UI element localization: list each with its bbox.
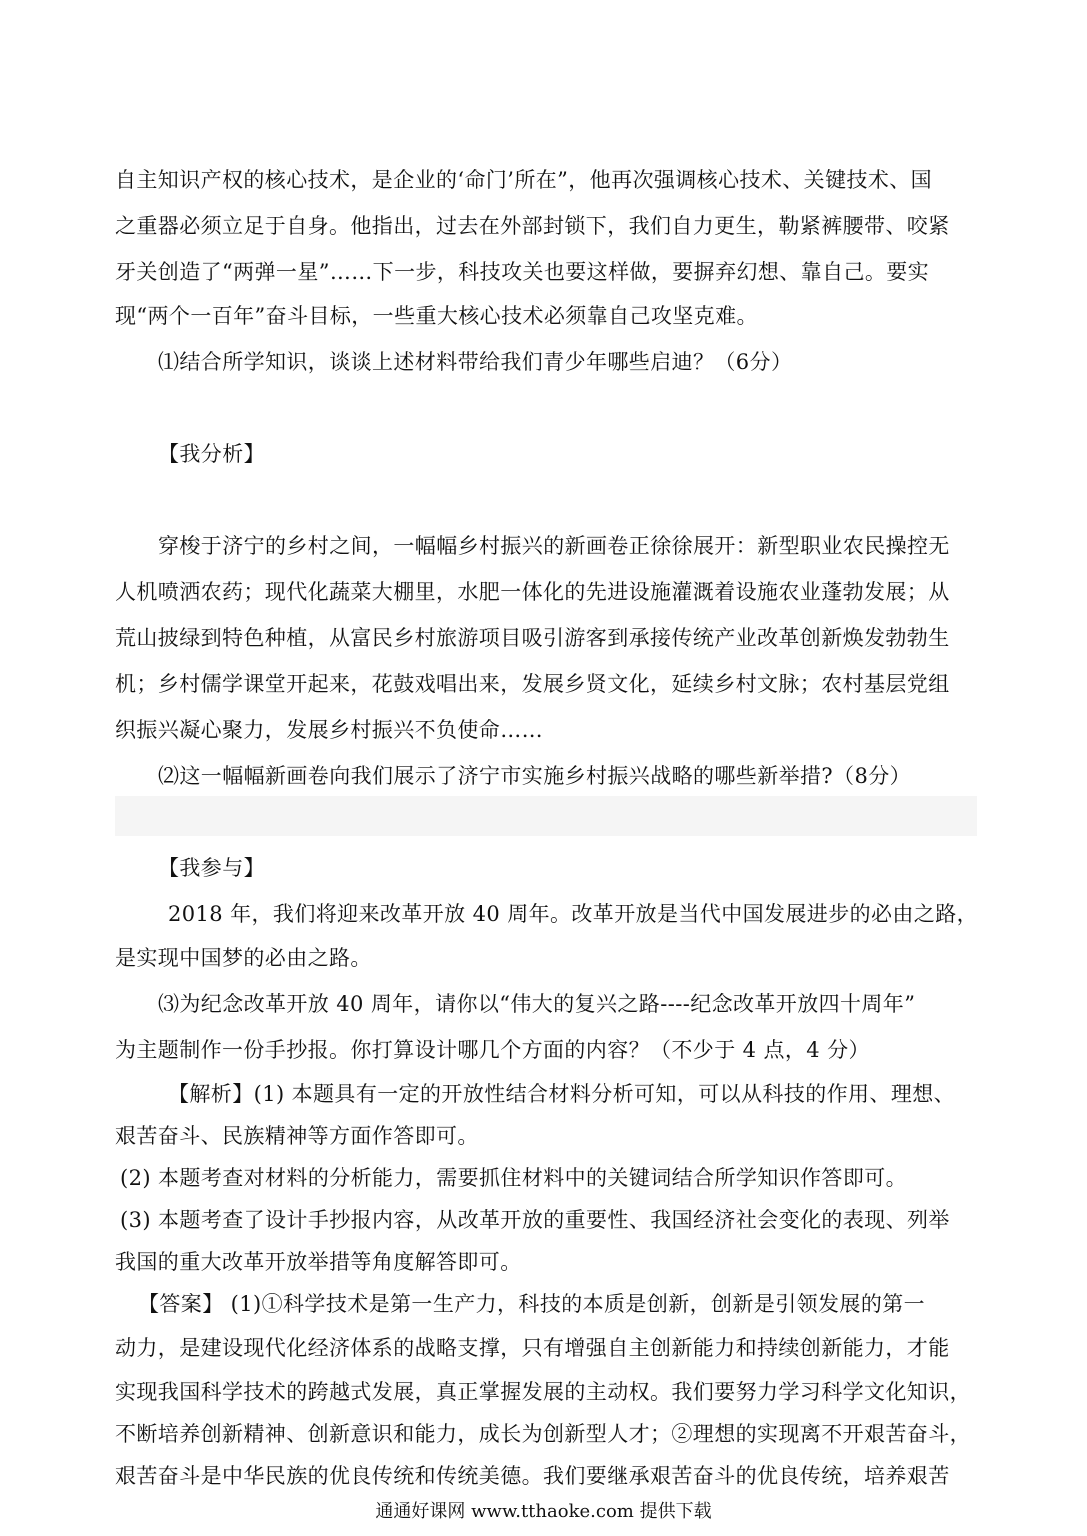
analysis-line: (2) 本题考查对材料的分析能力，需要抓住材料中的关键词结合所学知识作答即可。 bbox=[120, 1166, 908, 1190]
analysis-line: 艰苦奋斗、民族精神等方面作答即可。 bbox=[115, 1124, 479, 1148]
question-1: ⑴结合所学知识，谈谈上述材料带给我们青少年哪些启迪？（6分） bbox=[158, 350, 793, 374]
question-3: ⑶为纪念改革开放 40 周年，请你以“伟大的复兴之路----纪念改革开放四十周年” bbox=[158, 992, 916, 1016]
section-heading-analysis: 【我分析】 bbox=[158, 442, 265, 466]
paragraph-line: 现“两个一百年”奋斗目标，一些重大核心技术必须靠自己攻坚克难。 bbox=[115, 304, 758, 328]
paragraph-line: 人机喷洒农药；现代化蔬菜大棚里，水肥一体化的先进设施灌溉着设施农业蓬勃发展；从 bbox=[115, 580, 950, 604]
answer-line: 动力，是建设现代化经济体系的战略支撑，只有增强自主创新能力和持续创新能力，才能 bbox=[115, 1336, 950, 1360]
analysis-line: 【解析】(1) 本题具有一定的开放性结合材料分析可知，可以从科技的作用、理想、 bbox=[168, 1082, 956, 1106]
blank-answer-area bbox=[115, 796, 977, 836]
answer-line: 【答案】 (1)①科学技术是第一生产力，科技的本质是创新，创新是引领发展的第一 bbox=[138, 1292, 926, 1316]
paragraph-line: 机；乡村儒学课堂开起来，花鼓戏唱出来，发展乡贤文化，延续乡村文脉；农村基层党组 bbox=[115, 672, 950, 696]
answer-line: 艰苦奋斗是中华民族的优良传统和传统美德。我们要继承艰苦奋斗的优良传统，培养艰苦 bbox=[115, 1464, 950, 1488]
paragraph-line: 2018 年，我们将迎来改革开放 40 周年。改革开放是当代中国发展进步的必由之路， bbox=[168, 902, 978, 926]
paragraph-line: 牙关创造了“两弹一星”……下一步，科技攻关也要这样做，要摒弃幻想、靠自己。要实 bbox=[115, 260, 930, 284]
paragraph-line: 之重器必须立足于自身。他指出，过去在外部封锁下，我们自力更生，勒紧裤腰带、咬紧 bbox=[115, 214, 950, 238]
paragraph-line: 是实现中国梦的必由之路。 bbox=[115, 946, 372, 970]
answer-line: 实现我国科学技术的跨越式发展，真正掌握发展的主动权。我们要努力学习科学文化知识， bbox=[115, 1380, 971, 1404]
paragraph-line: 自主知识产权的核心技术，是企业的‘命门’所在”，他再次强调核心技术、关键技术、国 bbox=[115, 168, 933, 192]
question-2: ⑵这一幅幅新画卷向我们展示了济宁市实施乡村振兴战略的哪些新举措?（8分） bbox=[158, 764, 912, 788]
section-heading-participate: 【我参与】 bbox=[158, 856, 265, 880]
paragraph-line: 穿梭于济宁的乡村之间，一幅幅乡村振兴的新画卷正徐徐展开：新型职业农民操控无 bbox=[158, 534, 950, 558]
analysis-line: 我国的重大改革开放举措等角度解答即可。 bbox=[115, 1250, 522, 1274]
answer-line: 不断培养创新精神、创新意识和能力，成长为创新型人才；②理想的实现离不开艰苦奋斗， bbox=[115, 1422, 971, 1446]
page-footer: 通通好课网 www.tthaoke.com 提供下载 bbox=[375, 1501, 712, 1522]
paragraph-line: 织振兴凝心聚力，发展乡村振兴不负使命…… bbox=[115, 718, 543, 742]
analysis-line: (3) 本题考查了设计手抄报内容，从改革开放的重要性、我国经济社会变化的表现、列举 bbox=[120, 1208, 950, 1232]
paragraph-line: 为主题制作一份手抄报。你打算设计哪几个方面的内容？（不少于 4 点，4 分） bbox=[115, 1038, 870, 1062]
paragraph-line: 荒山披绿到特色种植，从富民乡村旅游项目吸引游客到承接传统产业改革创新焕发勃勃生 bbox=[115, 626, 950, 650]
